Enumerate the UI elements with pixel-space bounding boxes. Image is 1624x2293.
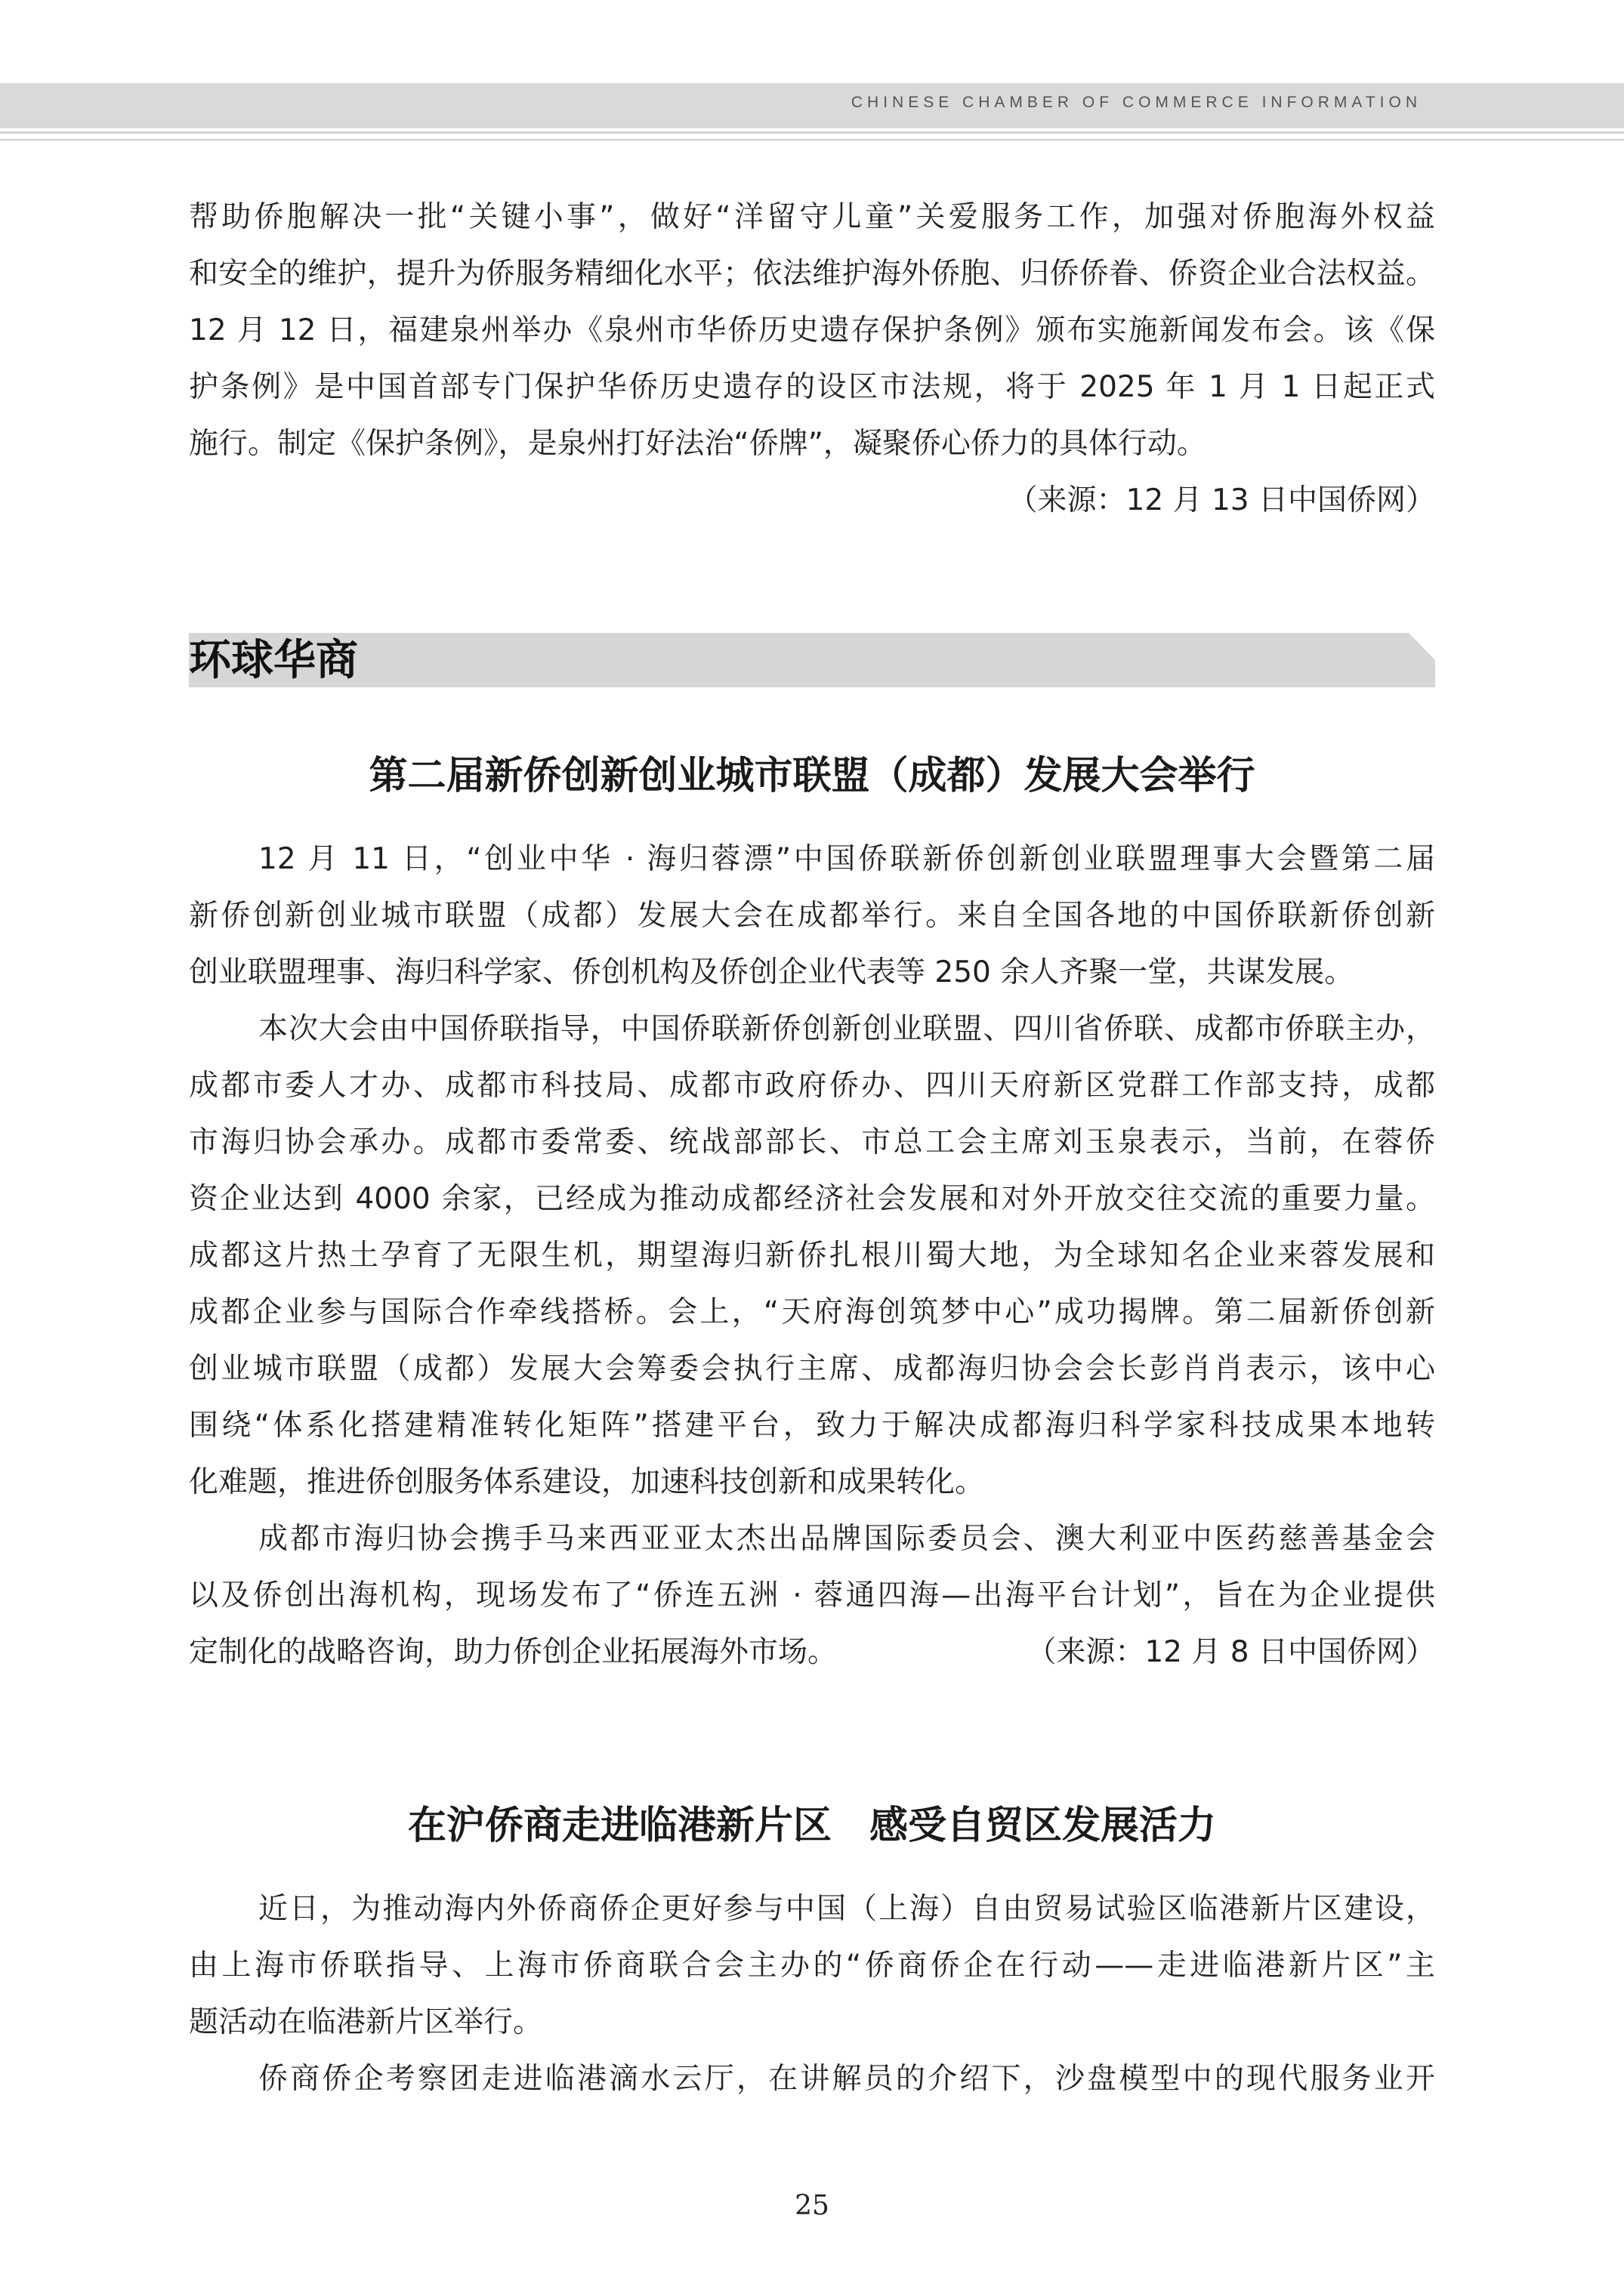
article-line: 成都市海归协会携手马来西亚亚太杰出品牌国际委员会、澳大利亚中医药慈善基金会 <box>258 1522 1435 1556</box>
intro-line: 和安全的维护，提升为侨服务精细化水平；依法维护海外侨胞、归侨侨眷、侨资企业合法权益。 <box>189 257 1435 291</box>
article-line: 围绕“体系化搭建精准转化矩阵”搭建平台，致力于解决成都海归科学家科技成果本地转 <box>189 1409 1435 1443</box>
article-1-body <box>189 831 1435 1680</box>
article-1-source: （来源：12 月 8 日中国侨网） <box>1027 1635 1435 1669</box>
article-line: 近日，为推动海内外侨商侨企更好参与中国（上海）自由贸易试验区临港新片区建设， <box>258 1892 1435 1926</box>
article-line: 由上海市侨联指导、上海市侨商联合会主办的“侨商侨企在行动——走进临港新片区”主 <box>189 1949 1435 1983</box>
article-line: 以及侨创出海机构，现场发布了“侨连五洲 · 蓉通四海—出海平台计划”，旨在为企业提供 <box>189 1579 1435 1613</box>
intro-line: 12 月 12 日，福建泉州举办《泉州市华侨历史遗存保护条例》颁布实施新闻发布会。该《保 <box>189 313 1435 347</box>
article-title-2 <box>189 1794 1435 1850</box>
section-band <box>189 633 1435 687</box>
article-line: 成都市委人才办、成都市科技局、成都市政府侨办、四川天府新区党群工作部支持，成都 <box>189 1069 1435 1103</box>
article-line: 市海归协会承办。成都市委常委、统战部部长、市总工会主席刘玉泉表示，当前，在蓉侨 <box>189 1125 1435 1159</box>
article-line: 化难题，推进侨创服务体系建设，加速科技创新和成果转化。 <box>189 1465 985 1499</box>
article-title-2-part2: 感受自贸区发展活力 <box>869 1804 1217 1848</box>
article-line: 新侨创新创业城市联盟（成都）发展大会在成都举行。来自全国各地的中国侨联新侨创新 <box>189 899 1435 933</box>
article-line: 定制化的战略咨询，助力侨创企业拓展海外市场。 <box>189 1635 838 1669</box>
intro-line: 帮助侨胞解决一批“关键小事”，做好“洋留守儿童”关爱服务工作，加强对侨胞海外权益 <box>189 200 1435 234</box>
header-divider <box>0 131 1624 134</box>
intro-source: （来源：12 月 13 日中国侨网） <box>1008 483 1435 517</box>
article-line: 本次大会由中国侨联指导，中国侨联新侨创新创业联盟、四川省侨联、成都市侨联主办， <box>258 1012 1435 1046</box>
article-line: 成都企业参与国际合作牵线搭桥。会上，“天府海创筑梦中心”成功揭牌。第二届新侨创新 <box>189 1295 1435 1329</box>
article-2-body <box>189 1881 1435 2107</box>
page-number: 25 <box>795 2190 829 2221</box>
article-title-1: 第二届新侨创新创业城市联盟（成都）发展大会举行 <box>369 754 1255 798</box>
article-line: 创业联盟理事、海归科学家、侨创机构及侨创企业代表等 250 余人齐聚一堂，共谋发展。 <box>189 955 1354 989</box>
article-line: 创业城市联盟（成都）发展大会筹委会执行主席、成都海归协会会长彭肖肖表示，该中心 <box>189 1352 1435 1386</box>
article-line: 成都这片热土孕育了无限生机，期望海归新侨扎根川蜀大地，为全球知名企业来蓉发展和 <box>189 1239 1435 1273</box>
article-line: 题活动在临港新片区举行。 <box>189 2005 543 2039</box>
intro-line: 护条例》是中国首部专门保护华侨历史遗存的设区市法规，将于 2025 年 1 月 1 日起正式 <box>189 370 1435 404</box>
running-header-title: CHINESE CHAMBER OF COMMERCE INFORMATION <box>851 94 1422 111</box>
intro-block <box>189 189 1435 529</box>
article-line: 12 月 11 日，“创业中华 · 海归蓉漂”中国侨联新侨创新创业联盟理事大会暨第二届 <box>258 842 1435 876</box>
article-1-last-line <box>189 1624 1435 1680</box>
article-line: 侨商侨企考察团走进临港滴水云厅，在讲解员的介绍下，沙盘模型中的现代服务业开 <box>258 2062 1435 2096</box>
section-title: 环球华商 <box>189 635 358 685</box>
intro-line: 施行。制定《保护条例》，是泉州打好法治“侨牌”，凝聚侨心侨力的具体行动。 <box>189 427 1206 461</box>
article-line: 资企业达到 4000 余家，已经成为推动成都经济社会发展和对外开放交往交流的重要力量。 <box>189 1182 1435 1216</box>
article-title-2-part1: 在沪侨商走进临港新片区 <box>407 1804 832 1848</box>
header-divider-thin <box>0 139 1624 140</box>
